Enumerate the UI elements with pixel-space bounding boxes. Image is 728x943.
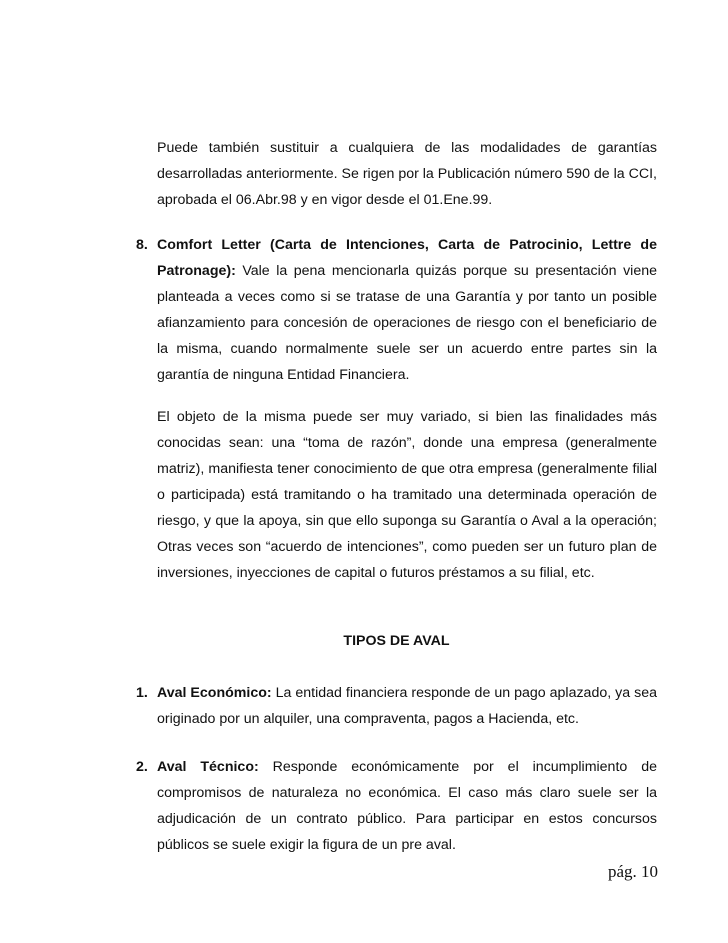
list-item-text: Responde económicamente por el incumplimiento de compromisos de naturaleza no económica. El caso más claro suele ser la adjudicación de un contrato público. Para participar en estos concursos públicos se suele exigir la figura de un pre aval.: [157, 759, 657, 853]
list-number: 2.: [136, 759, 148, 775]
list-item-title: Aval Técnico:: [157, 759, 259, 775]
section-heading: TIPOS DE AVAL: [343, 633, 450, 649]
list-item-text: Vale la pena mencionarla quizás porque su presentación viene planteada a veces como si se tratase de una Garantía y por tanto un posible afianzamiento para concesión de operaciones de riesgo con el beneficiario de la misma, cuando normalmente suele ser un acuerdo entre partes sin la garantía de ninguna Entidad Financiera.: [157, 263, 657, 383]
list-item-comfort-letter: [136, 232, 657, 388]
comfort-letter-paragraph: El objeto de la misma puede ser muy variado, si bien las finalidades más conocidas sean: una “toma de razón”, donde una empresa (generalmente matriz), manifiesta tener conocimiento de que otra empresa (generalmente filial o participada) está tramitando o ha tramitado una determinada operación de riesgo, y que la apoya, sin que ello suponga su Garantía o Aval a la operación; Otras veces son “acuerdo de intenciones”, como pueden ser un futuro plan de inversiones, inyecciones de capital o futuros préstamos a su filial, etc.: [157, 409, 657, 581]
list-item-title: Comfort Letter (Carta de Intenciones, Carta de Patrocinio, Lettre de Patronage):: [157, 237, 657, 279]
list-item-aval-economico: [136, 680, 657, 732]
list-item-title: Aval Económico:: [157, 685, 272, 701]
intro-paragraph: Puede también sustituir a cualquiera de las modalidades de garantías desarrolladas anteriormente. Se rigen por la Publicación número 590 de la CCI, aprobada el 06.Abr.98 y en vigor desde el 01.Ene.99.: [157, 140, 657, 208]
page-number: pág. 10: [607, 862, 658, 881]
list-number: 8.: [136, 237, 148, 253]
list-item-text: La entidad financiera responde de un pago aplazado, ya sea originado por un alquiler, una compraventa, pagos a Hacienda, etc.: [157, 685, 657, 727]
list-item-aval-tecnico: [136, 754, 657, 858]
list-number: 1.: [136, 685, 148, 701]
